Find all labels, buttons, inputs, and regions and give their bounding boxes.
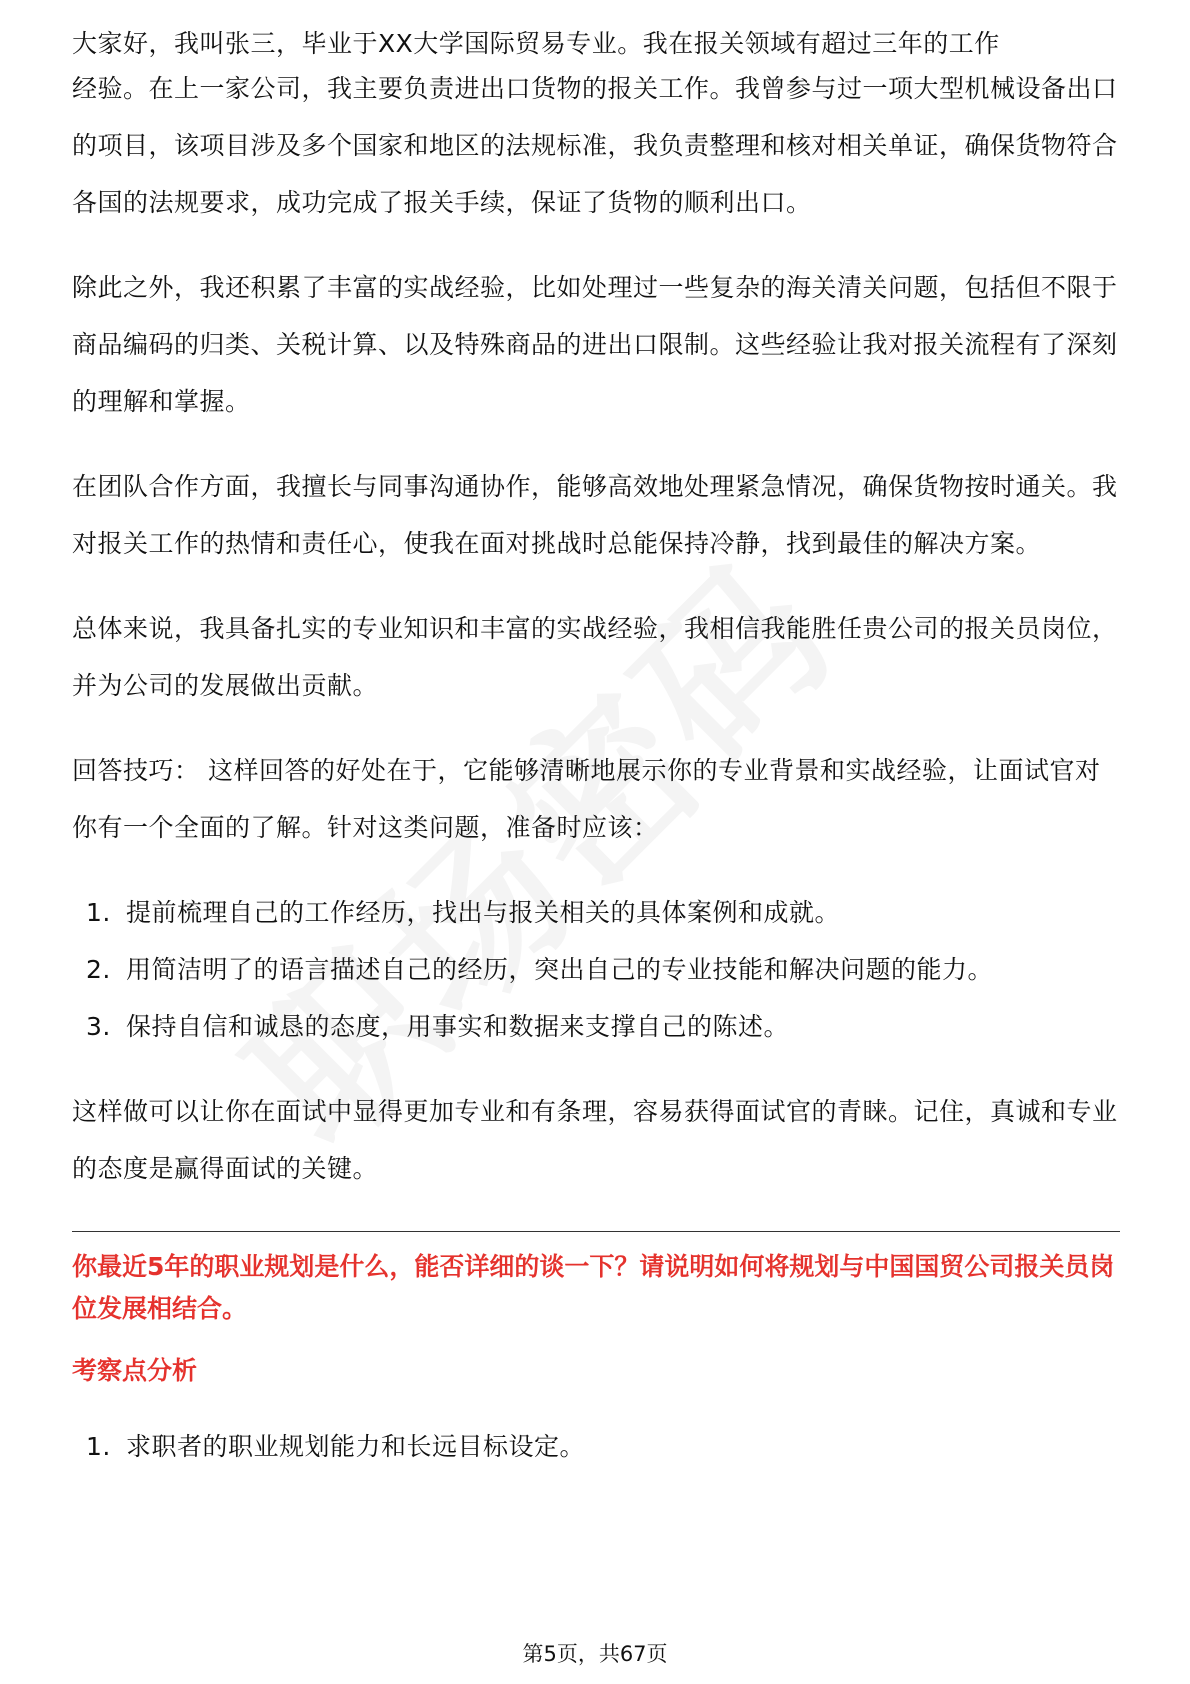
list-number: 1. bbox=[86, 898, 111, 927]
paragraph-summary: 总体来说，我具备扎实的专业知识和丰富的实战经验，我相信我能胜任贵公司的报关员岗位，并为公司的发展做出贡献。 bbox=[72, 614, 1118, 700]
list-item bbox=[72, 1418, 1120, 1475]
list-number: 3. bbox=[86, 1012, 111, 1041]
list-text: 用简洁明了的语言描述自己的经历，突出自己的专业技能和解决问题的能力。 bbox=[126, 955, 994, 984]
tips-list bbox=[72, 884, 1120, 1055]
paragraph-answer-tips: 回答技巧： 这样回答的好处在于，它能够清晰地展示你的专业背景和实战经验，让面试官对你有一个全面的了解。针对这类问题，准备时应该： bbox=[72, 756, 1101, 842]
list-text: 求职者的职业规划能力和长远目标设定。 bbox=[126, 1432, 586, 1461]
list-item bbox=[72, 941, 1120, 998]
page-footer: 第5页，共67页 bbox=[522, 1642, 668, 1666]
analysis-heading: 考察点分析 bbox=[72, 1356, 198, 1385]
paragraph-teamwork: 在团队合作方面，我擅长与同事沟通协作，能够高效地处理紧急情况，确保货物按时通关。我对报关工作的热情和责任心，使我在面对挑战时总能保持冷静，找到最佳的解决方案。 bbox=[72, 472, 1118, 558]
list-number: 1. bbox=[86, 1432, 111, 1461]
interview-question: 你最近5年的职业规划是什么，能否详细的谈一下？请说明如何将规划与中国国贸公司报关员岗位发展相结合。 bbox=[72, 1252, 1115, 1323]
paragraph-experience: 经验。在上一家公司，我主要负责进出口货物的报关工作。我曾参与过一项大型机械设备出口的项目，该项目涉及多个国家和地区的法规标准，我负责整理和核对相关单证，确保货物符合各国的法规要求，成功完成了报关手续，保证了货物的顺利出口。 bbox=[72, 74, 1118, 217]
cut-off-line bbox=[72, 18, 1120, 60]
list-text: 保持自信和诚恳的态度，用事实和数据来支撑自己的陈述。 bbox=[126, 1012, 790, 1041]
cut-off-text: 大家好，我叫张三，毕业于XX大学国际贸易专业。我在报关领域有超过三年的工作 bbox=[72, 29, 1000, 58]
analysis-list bbox=[72, 1418, 1120, 1475]
paragraph-practical-experience: 除此之外，我还积累了丰富的实战经验，比如处理过一些复杂的海关清关问题，包括但不限于商品编码的归类、关税计算、以及特殊商品的进出口限制。这些经验让我对报关流程有了深刻的理解和掌握。 bbox=[72, 273, 1118, 416]
paragraph-conclusion: 这样做可以让你在面试中显得更加专业和有条理，容易获得面试官的青睐。记住，真诚和专业的态度是赢得面试的关键。 bbox=[72, 1097, 1118, 1183]
list-number: 2. bbox=[86, 955, 111, 984]
page-content bbox=[72, 18, 1120, 1475]
list-text: 提前梳理自己的工作经历，找出与报关相关的具体案例和成就。 bbox=[126, 898, 841, 927]
list-item bbox=[72, 998, 1120, 1055]
list-item bbox=[72, 884, 1120, 941]
